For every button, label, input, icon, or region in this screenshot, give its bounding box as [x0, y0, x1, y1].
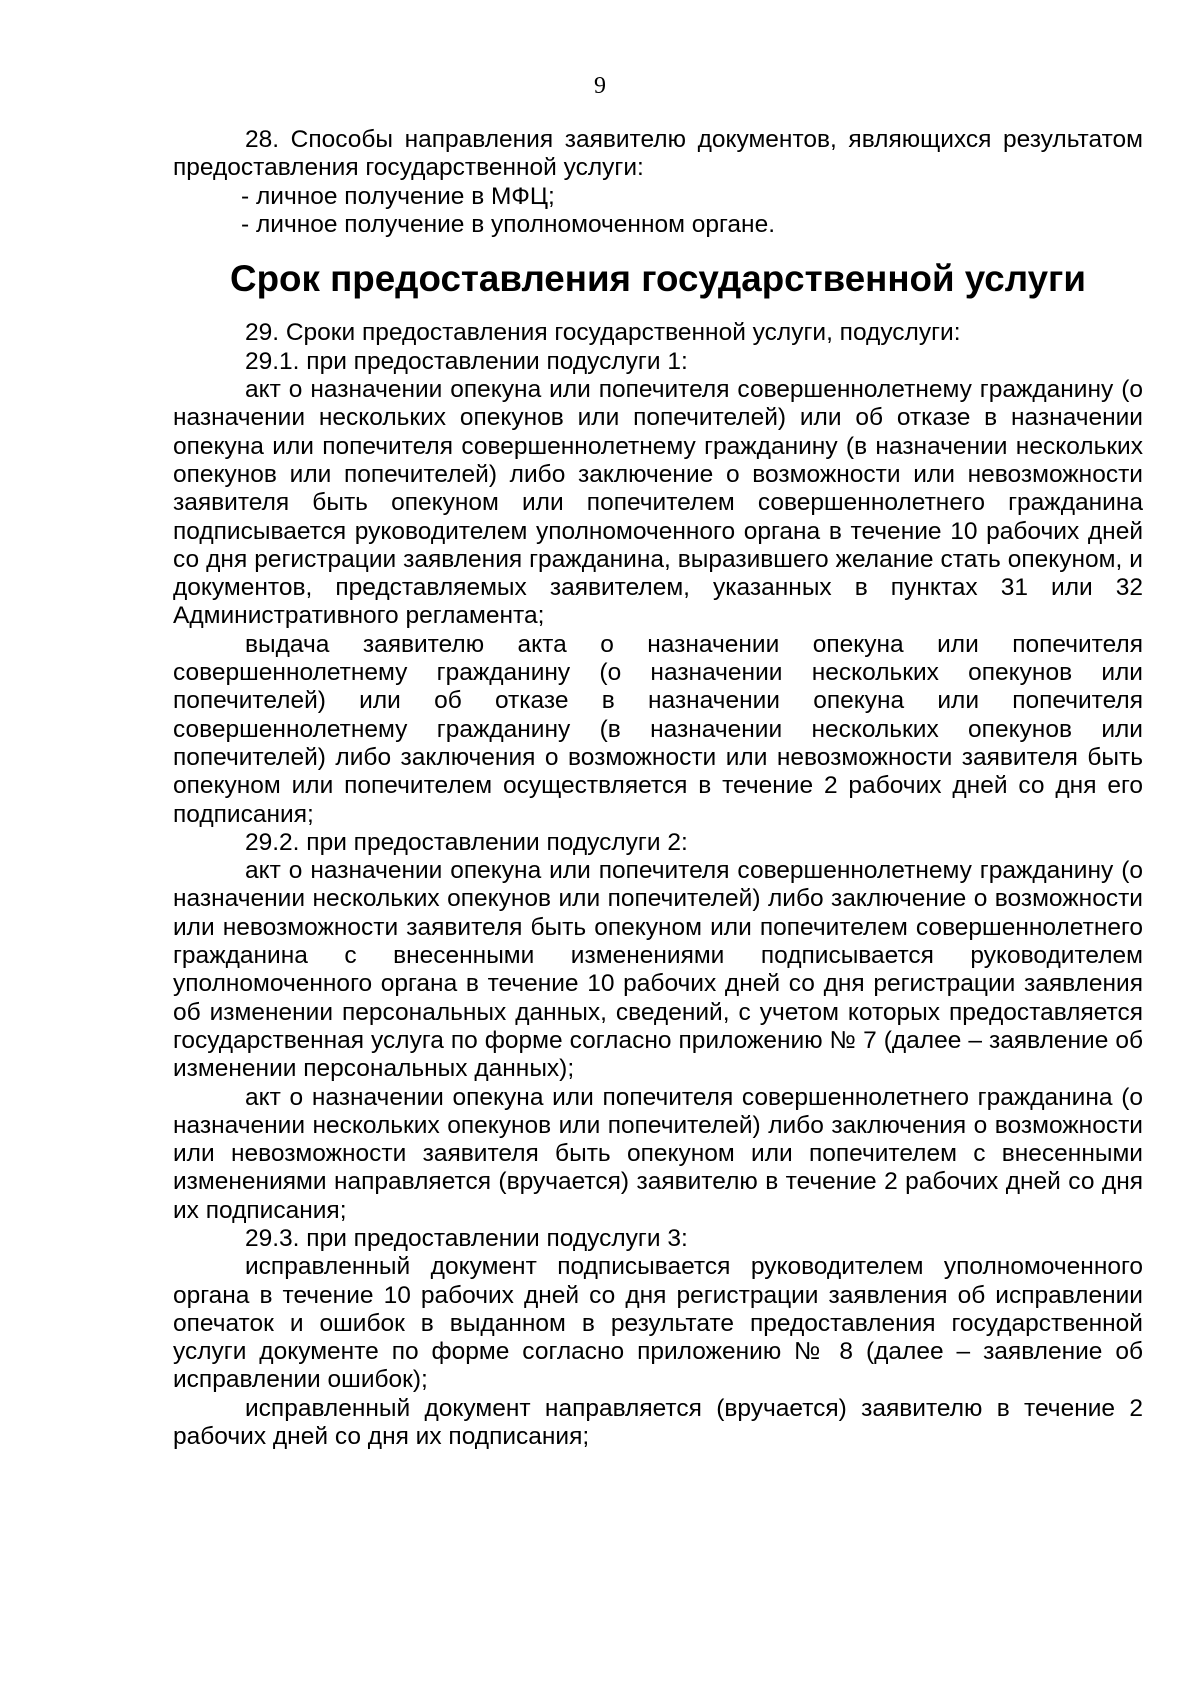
section-heading: Срок предоставления государственной услуги	[230, 258, 1086, 300]
paragraph-29-2-send: акт о назначении опекуна или попечителя совершеннолетнего гражданина (о назначении нескольких опекунов или попечителей) либо заключения о возможности или невозможности заявителя быть опекуном или попечителем с внесенными изменениями направляется (вручается) заявителю в течение 2 рабочих дней со дня их подписания;	[173, 1083, 1143, 1224]
list-item-mfc: - личное получение в МФЦ;	[241, 182, 555, 210]
paragraph-29-3: 29.3. при предоставлении подуслуги 3:	[245, 1224, 688, 1252]
paragraph-29-3-send: исправленный документ направляется (вручается) заявителю в течение 2 рабочих дней со дня их подписания;	[173, 1394, 1143, 1451]
paragraph-29-3-sign: исправленный документ подписывается руководителем уполномоченного органа в течение 10 рабочих дней со дня регистрации заявления об исправлении опечаток и ошибок в выданном в результате предоставления государственной услуги документе по форме согласно приложению № 8 (далее – заявление об исправлении ошибок);	[173, 1253, 1143, 1394]
page-number: 9	[594, 73, 606, 99]
paragraph-28: 28. Способы направления заявителю документов, являющихся результатом предоставления государственной услуги:	[173, 126, 1143, 182]
document-body	[173, 126, 1143, 1451]
paragraph-29-2: 29.2. при предоставлении подуслуги 2:	[245, 828, 688, 856]
paragraph-29-1-act: акт о назначении опекуна или попечителя совершеннолетнему гражданину (о назначении нескольких опекунов или попечителей) или об отказе в назначении опекуна или попечителя совершеннолетнему гражданину (в назначении нескольких опекунов или попечителей) либо заключение о возможности или невозможности заявителя быть опекуном или попечителем совершеннолетнего гражданина подписывается руководителем уполномоченного органа в течение 10 рабочих дней со дня регистрации заявления гражданина, выразившего желание стать опекуном, и документов, представляемых заявителем, указанных в пунктах 31 или 32 Административного регламента;	[173, 376, 1143, 630]
list-item-authority: - личное получение в уполномоченном органе.	[241, 210, 776, 238]
paragraph-29-2-act: акт о назначении опекуна или попечителя совершеннолетнему гражданину (о назначении нескольких опекунов или попечителей) либо заключение о возможности или невозможности заявителя быть опекуном или попечителем совершеннолетнего гражданина с внесенными изменениями подписывается руководителем уполномоченного органа в течение 10 рабочих дней со дня регистрации заявления об изменении персональных данных, сведений, с учетом которых предоставляется государственная услуга по форме согласно приложению № 7 (далее – заявление об изменении персональных данных);	[173, 857, 1143, 1083]
paragraph-29: 29. Сроки предоставления государственной услуги, подуслуги:	[245, 319, 961, 347]
paragraph-29-1: 29.1. при предоставлении подуслуги 1:	[245, 347, 688, 375]
paragraph-29-1-issue: выдача заявителю акта о назначении опекуна или попечителя совершеннолетнему гражданину (о назначении нескольких опекунов или попечителей) или об отказе в назначении опекуна или попечителя совершеннолетнему гражданину (в назначении нескольких опекунов или попечителей) либо заключения о возможности или невозможности заявителя быть опекуном или попечителем осуществляется в течение 2 рабочих дней со дня его подписания;	[173, 630, 1143, 828]
